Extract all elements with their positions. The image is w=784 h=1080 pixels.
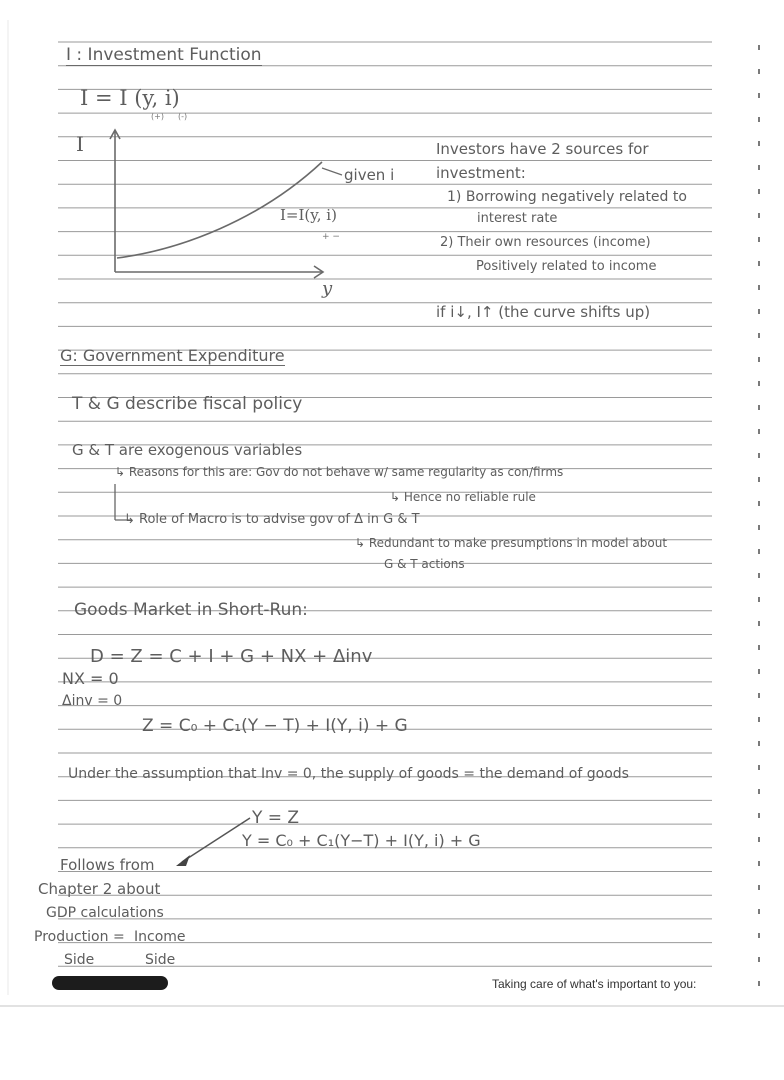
note-equals: = [113,929,125,945]
note-production: Production [34,929,109,945]
hence-line: ↳ Hence no reliable rule [390,490,536,504]
exogenous-variables: G & T are exogenous variables [72,441,303,459]
note-side-2: Side [145,952,176,968]
government-title: G: Government Expenditure [60,346,285,365]
z-equation: Z = C₀ + C₁(Y − T) + I(Y, i) + G [142,716,408,736]
note-gdp: GDP calculations [46,905,164,921]
sign-i: (-) [178,112,188,121]
investors-intro-1: Investors have 2 sources for [436,140,649,158]
investors-point-1a: 1) Borrowing negatively related to [447,189,687,205]
investors-intro-2: investment: [436,164,526,182]
investment-title: I : Investment Function [66,45,262,65]
reasons-line: ↳ Reasons for this are: Gov do not behave w/ same regularity as con/firms [115,465,564,479]
graph-y-label: I [76,132,84,156]
redacted-mark [52,976,168,990]
graph-x-label: y [322,278,333,299]
goods-market-title: Goods Market in Short-Run: [74,600,308,620]
redundant-line-2: G & T actions [384,557,465,571]
note-side-1: Side [64,952,95,968]
curve-signs: + − [322,232,340,242]
shift-note: if i↓, I↑ (the curve shifts up) [436,303,651,321]
note-income: Income [134,929,186,945]
redundant-line-1: ↳ Redundant to make presumptions in model about [355,536,668,550]
fiscal-policy: T & G describe fiscal policy [72,394,303,414]
curve-equation: I=I(y, i) [280,206,337,224]
sign-y: (+) [151,112,164,121]
dinv-zero: Δinv = 0 [62,693,123,709]
investors-point-2a: 2) Their own resources (income) [440,235,651,250]
curve-label: given i [344,166,395,184]
investors-point-1b: interest rate [477,211,558,226]
note-chapter: Chapter 2 about [38,880,161,898]
investment-equation: I = I (y, i) [80,86,180,110]
role-line: ↳ Role of Macro is to advise gov of Δ in G & T [124,512,420,527]
equilibrium-equation: Y = C₀ + C₁(Y−T) + I(Y, i) + G [242,831,481,850]
investors-point-2b: Positively related to income [476,259,657,274]
demand-equation: D = Z = C + I + G + NX + Δinv [90,646,373,667]
note-arrowhead [176,855,190,866]
footer-tagline: Taking care of what's important to you: [492,977,697,991]
note-follows: Follows from [60,856,155,874]
nx-zero: NX = 0 [62,669,119,688]
y-equals-z: Y = Z [252,808,300,828]
assumption-line: Under the assumption that Inv = 0, the supply of goods = the demand of goods [68,766,629,782]
